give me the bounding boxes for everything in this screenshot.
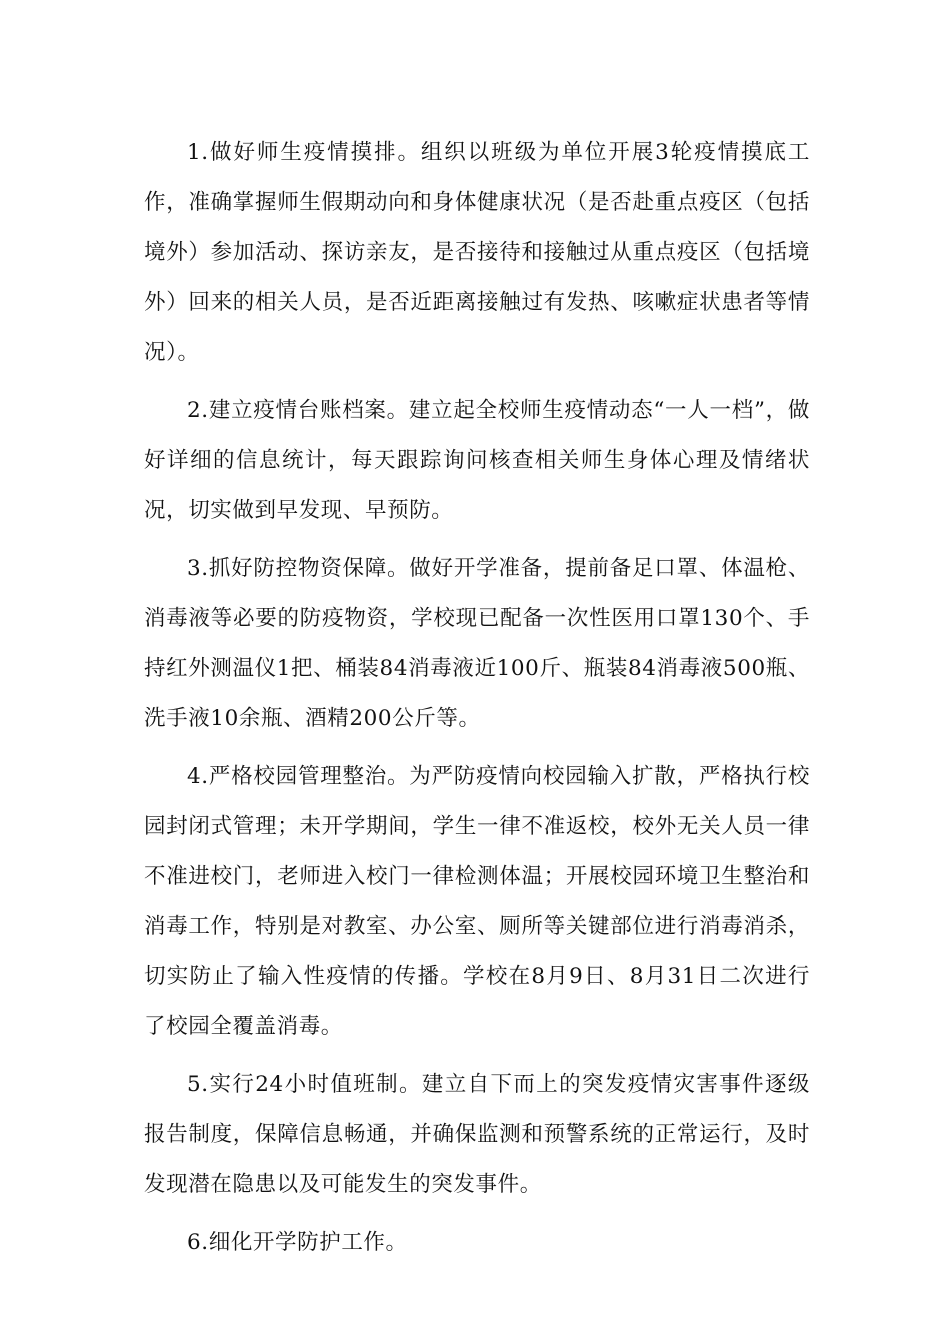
paragraph-3: 3.抓好防控物资保障。做好开学准备，提前备足口罩、体温枪、消毒液等必要的防疫物资，学校现已配备一次性医用口罩130个、手持红外测温仪1把、桶装84消毒液近100斤、瓶装84消毒液500瓶、洗手液10余瓶、酒精200公斤等。 xyxy=(144,556,810,731)
paragraph-5: 5.实行24小时值班制。建立自下而上的突发疫情灾害事件逐级报告制度，保障信息畅通，并确保监测和预警系统的正常运行，及时发现潜在隐患以及可能发生的突发事件。 xyxy=(144,1072,810,1197)
paragraph-6: 6.细化开学防护工作。 xyxy=(187,1230,408,1255)
paragraph-4: 4.严格校园管理整治。为严防疫情向校园输入扩散，严格执行校园封闭式管理；未开学期间，学生一律不准返校，校外无关人员一律不准进校门，老师进入校门一律检测体温；开展校园环境卫生整治和消毒工作，特别是对教室、办公室、厕所等关键部位进行消毒消杀，切实防止了输入性疫情的传播。学校在8月9日、8月31日二次进行了校园全覆盖消毒。 xyxy=(144,764,810,1039)
document-body xyxy=(144,128,810,1276)
paragraph-2: 2.建立疫情台账档案。建立起全校师生疫情动态“一人一档”，做好详细的信息统计，每天跟踪询问核查相关师生身体心理及情绪状况，切实做到早发现、早预防。 xyxy=(144,398,810,523)
paragraph-1: 1.做好师生疫情摸排。组织以班级为单位开展3轮疫情摸底工作，准确掌握师生假期动向和身体健康状况（是否赴重点疫区（包括境外）参加活动、探访亲友，是否接待和接触过从重点疫区（包括境外）回来的相关人员，是否近距离接触过有发热、咳嗽症状患者等情况）。 xyxy=(144,140,810,365)
